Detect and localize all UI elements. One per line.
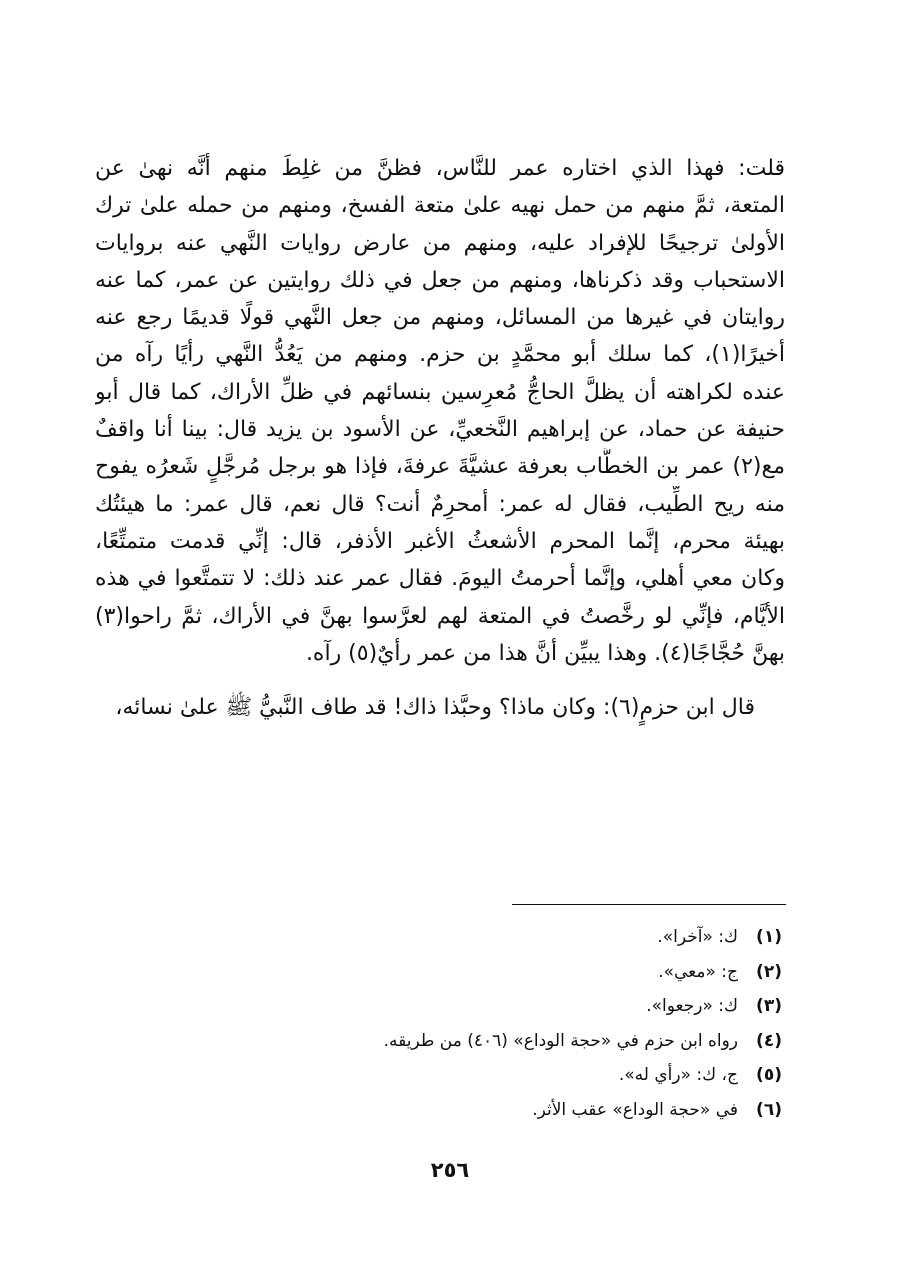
footnote-text: ك: «آخرا». — [657, 927, 738, 947]
footnote-text: في «حجة الوداع» عقب الأثر. — [532, 1099, 738, 1120]
paragraph-1 — [95, 150, 785, 672]
footnote-number: (٦) — [756, 1099, 782, 1120]
footnote-number: (٣) — [756, 996, 782, 1016]
footnotes — [282, 920, 782, 1127]
text-line: الاستحباب وقد ذكرناها، ومنهم من جعل في ذلك روايتين عن عمر، كما عنه — [95, 267, 785, 293]
footnote-text: ج، ك: «رأي له». — [618, 1065, 738, 1085]
footnote — [282, 989, 782, 1024]
footnote — [282, 1024, 782, 1059]
footnote — [282, 1093, 782, 1128]
text-line: مع(٢) عمر بن الخطَّاب بعرفة عشيَّةَ عرفةَ، فإذا هو برجل مُرجَّلٍ شَعرُه يفوح — [95, 454, 785, 480]
footnote-number: (١) — [756, 927, 782, 947]
text-line: قال ابن حزمٍ(٦): وكان ماذا؟ وحبَّذا ذاك! قد طاف النَّبيُّ ﷺ علىٰ نسائه، — [115, 695, 755, 721]
text-line: أخيرًا(١)، كما سلك أبو محمَّدٍ بن حزم. ومنهم من يَعُدُّ النَّهي رأيًا رآه من — [95, 342, 785, 368]
paragraph-2 — [95, 689, 785, 726]
main-text — [95, 150, 785, 726]
footnote-number: (٤) — [756, 1030, 782, 1051]
text-line: المتعة، ثمَّ منهم من حمل نهيه علىٰ متعة الفسخ، ومنهم من حمله علىٰ ترك — [95, 193, 785, 219]
footnote-text: ك: «رجعوا». — [646, 996, 738, 1016]
footnote-number: (٥) — [756, 1065, 782, 1085]
footnote — [282, 920, 782, 955]
text-line: الأولىٰ ترجيحًا للإفراد عليه، ومنهم من عارض روايات النَّهي عنه بروايات — [95, 230, 785, 256]
footnote-number: (٢) — [756, 961, 782, 982]
text-line: روايتان في غيرها من المسائل، ومنهم من جعل النَّهي قولًا قديمًا رجع عنه — [95, 305, 785, 331]
footnote — [282, 955, 782, 990]
page-number: ٢٥٦ — [430, 1158, 470, 1182]
text-line: الأيَّام، فإنِّي لو رخَّصتُ في المتعة لهم لعرَّسوا بهنَّ في الأراك، ثمَّ راحوا(٣) — [95, 603, 785, 629]
footnote-separator — [512, 904, 786, 905]
text-line: بهيئة محرم، إنَّما المحرم الأشعثُ الأغبر الأذفر، قال: إنِّي قدمت متمتِّعًا، — [95, 528, 785, 554]
text-line: منه ريح الطِّيب، فقال له عمر: أمحرِمٌ أنت؟ قال نعم، قال عمر: ما هيئتُك — [95, 491, 785, 517]
text-line: وكان معي أهلي، وإنَّما أحرمتُ اليومَ. فقال عمر عند ذلك: لا تتمتَّعوا في هذه — [95, 566, 785, 592]
text-line: عنده لكراهته أن يظلَّ الحاجُّ مُعرِسين بنسائهم في ظلِّ الأراك، كما قال أبو — [95, 379, 785, 405]
footnote-text: ج: «معي». — [658, 961, 738, 982]
footnote — [282, 1058, 782, 1093]
text-line: حنيفة عن حماد، عن إبراهيم النَّخعيِّ، عن الأسود بن يزيد قال: بينا أنا واقفٌ — [95, 417, 785, 443]
text-line: قلت: فهذا الذي اختاره عمر للنَّاس، فظنَّ من غلِطَ منهم أنَّه نهىٰ عن — [95, 156, 785, 181]
text-line: بهنَّ حُجَّاجًا(٤). وهذا يبيِّن أنَّ هذا من عمر رأيٌ(٥) رآه. — [305, 640, 785, 666]
footnote-text: رواه ابن حزم في «حجة الوداع» (٤٠٦) من طريقه. — [383, 1030, 738, 1051]
